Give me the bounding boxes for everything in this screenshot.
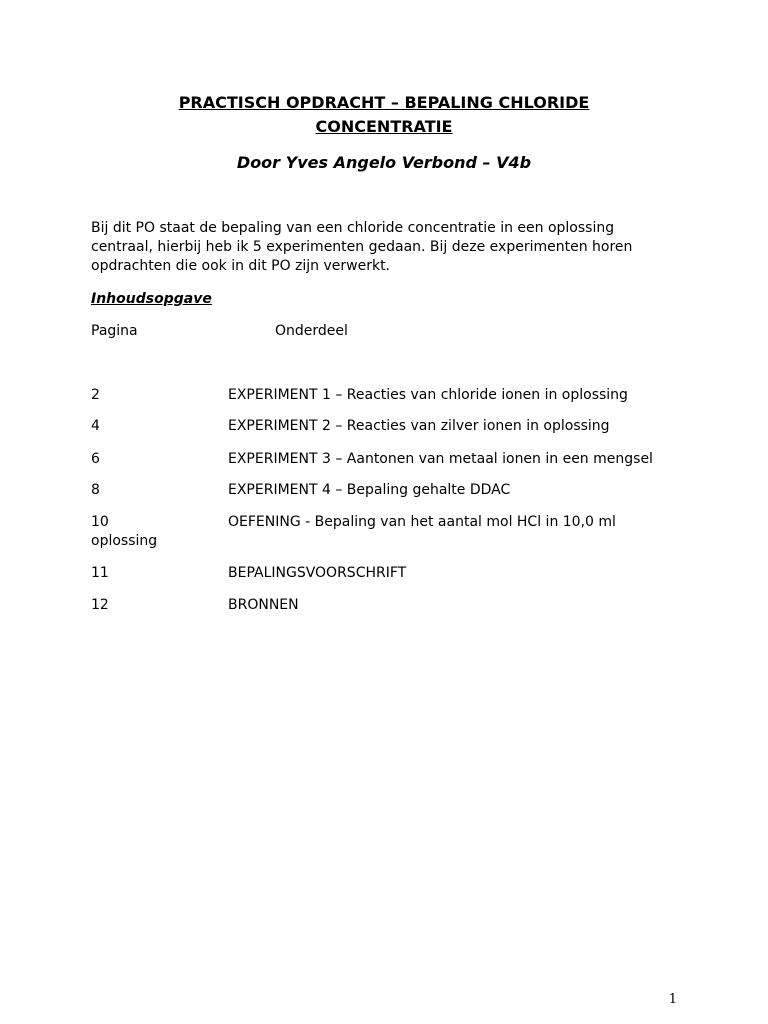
toc-row-part-continuation: oplossing [91, 533, 158, 549]
toc-heading: Inhoudsopgave [91, 291, 212, 307]
toc-row-part: BRONNEN [228, 597, 299, 613]
toc-column-header-part: Onderdeel [275, 323, 348, 339]
toc-row-page: 10 [91, 514, 109, 530]
toc-row-page: 11 [91, 565, 109, 581]
toc-row-part: BEPALINGSVOORSCHRIFT [228, 565, 407, 581]
document-title-line-2: CONCENTRATIE [315, 117, 453, 136]
intro-line: opdrachten die ook in dit PO zijn verwerkt. [91, 258, 391, 274]
intro-line: Bij dit PO staat de bepaling van een chloride concentratie in een oplossing [91, 220, 615, 236]
document-title-line-1: PRACTISCH OPDRACHT – BEPALING CHLORIDE [178, 93, 590, 112]
toc-row-page: 6 [91, 451, 100, 467]
page-number: 1 [668, 992, 677, 1007]
intro-line: centraal, hierbij heb ik 5 experimenten gedaan. Bij deze experimenten horen [91, 239, 633, 255]
toc-row-part: EXPERIMENT 2 – Reacties van zilver ionen in oplossing [228, 418, 610, 434]
toc-row-page: 4 [91, 418, 100, 434]
toc-row-page: 8 [91, 482, 100, 498]
toc-column-header-page: Pagina [91, 323, 138, 339]
intro-paragraph [91, 219, 681, 276]
toc-row-part: EXPERIMENT 3 – Aantonen van metaal ionen in een mengsel [228, 451, 653, 467]
document-author: Door Yves Angelo Verbond – V4b [236, 153, 532, 172]
toc-row-part: EXPERIMENT 4 – Bepaling gehalte DDAC [228, 482, 511, 498]
toc-row-part: OEFENING - Bepaling van het aantal mol HCl in 10,0 ml [228, 514, 616, 530]
toc-row-page: 2 [91, 387, 100, 403]
toc-row-part: EXPERIMENT 1 – Reacties van chloride ionen in oplossing [228, 387, 628, 403]
toc-row-page: 12 [91, 597, 109, 613]
